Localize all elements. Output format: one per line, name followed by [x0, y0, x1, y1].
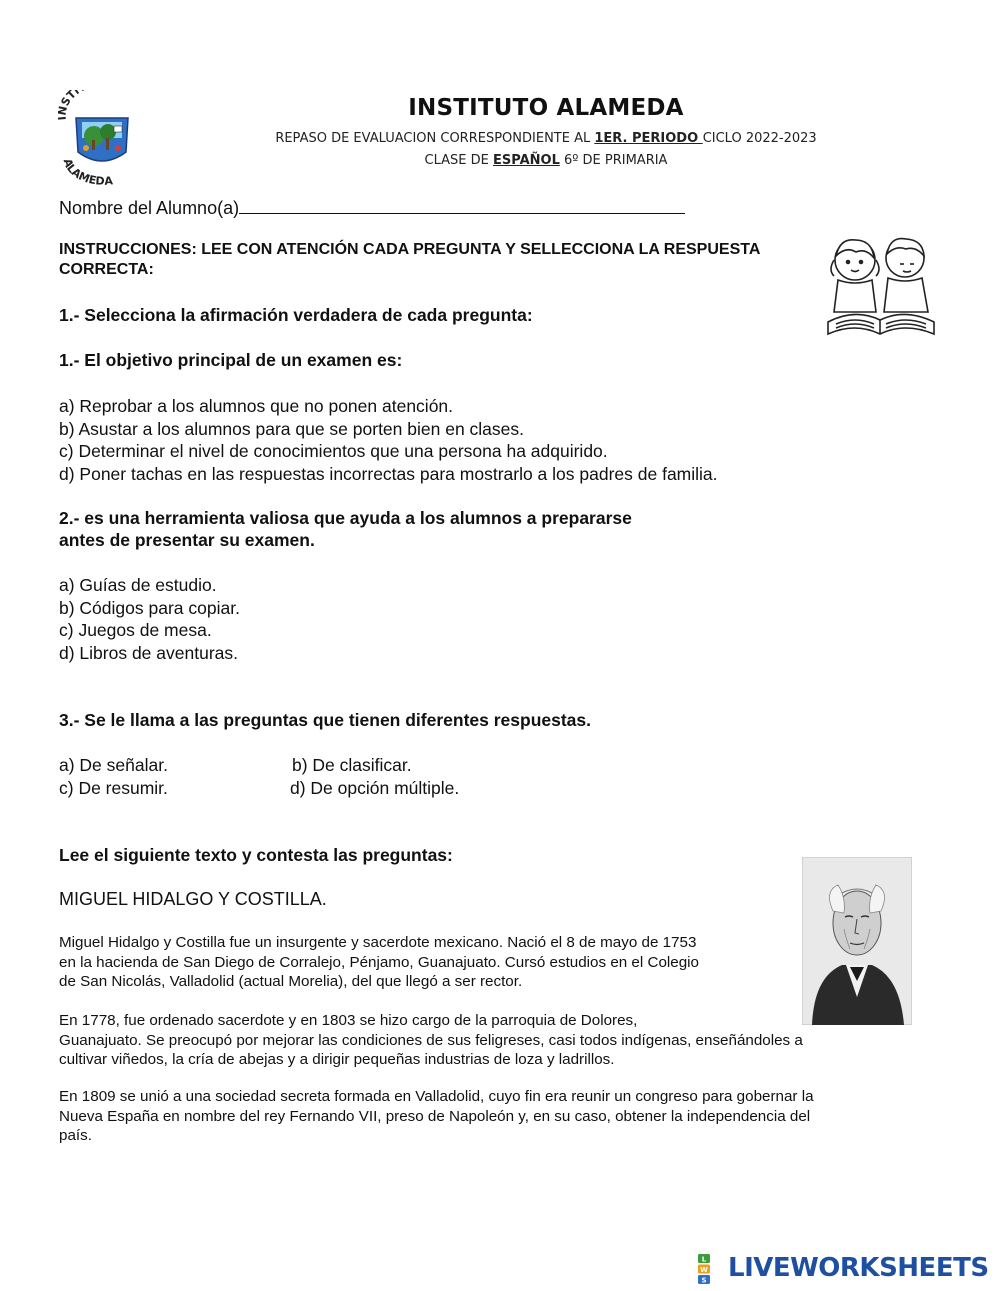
question-2-options [59, 574, 240, 664]
question-1: 1.- El objetivo principal de un examen es: [59, 350, 403, 370]
hidalgo-portrait [802, 857, 912, 1025]
option-q3-b[interactable]: b) De clasificar. [292, 755, 412, 775]
reading-title: MIGUEL HIDALGO Y COSTILLA. [59, 889, 327, 909]
school-title: INSTITUTO ALAMEDA [408, 95, 684, 121]
question-2-line-1: 2.- es una herramienta valiosa que ayuda a los alumnos a prepararse [59, 508, 632, 528]
option-q2-d[interactable]: d) Libros de aventuras. [59, 642, 238, 663]
question-3-options [59, 754, 559, 800]
paragraph-2-line: En 1778, fue ordenado sacerdote y en 1803 se hizo cargo de la parroquia de Dolores, [59, 1012, 638, 1029]
option-q1-c[interactable]: c) Determinar el nivel de conocimientos que una persona ha adquirido. [59, 441, 608, 461]
student-name-field[interactable] [239, 197, 685, 214]
school-logo [58, 90, 148, 186]
option-q1-a[interactable]: a) Reprobar a los alumnos que no ponen atención. [59, 396, 454, 416]
paragraph-2-line: Guanajuato. Se preocupó por mejorar las condiciones de sus feligreses, casi todos indígenas, enseñándoles a [59, 1031, 803, 1049]
question-2 [59, 507, 632, 551]
student-name-row [59, 197, 685, 219]
paragraph-1-line: de San Nicolás, Valladolid (actual Morelia), del que llegó a ser rector. [59, 973, 523, 990]
svg-text:INSTITUTO [58, 90, 113, 121]
subtitle-text: REPASO DE EVALUACION CORRESPONDIENTE AL [275, 131, 595, 146]
option-q2-a[interactable]: a) Guías de estudio. [59, 575, 217, 595]
subtitle-period: 1ER. PERIODO [594, 131, 703, 146]
option-q1-d[interactable]: d) Poner tachas en las respuestas incorrectas para mostrarlo a los padres de familia. [59, 463, 718, 484]
paragraph-3-line: país. [59, 1127, 92, 1144]
option-q1-b[interactable]: b) Asustar a los alumnos para que se porten bien en clases. [59, 418, 524, 439]
question-1-options [59, 395, 718, 485]
question-3: 3.- Se le llama a las preguntas que tienen diferentes respuestas. [59, 710, 592, 730]
liveworksheets-wordmark: LIVEWORKSHEETS [728, 1253, 989, 1283]
logo-letter-w: W [700, 1266, 708, 1274]
question-2-line-2: antes de presentar su examen. [59, 530, 315, 550]
subtitle-cycle: CICLO 2022-2023 [702, 131, 817, 146]
exam-subtitle [246, 131, 846, 146]
class-subtitle [246, 153, 846, 168]
section-1-heading: 1.- Selecciona la afirmación verdadera de cada pregunta: [59, 305, 533, 325]
option-q2-b[interactable]: b) Códigos para copiar. [59, 597, 240, 618]
logo-text-top: STI [58, 90, 82, 109]
reading-heading: Lee el siguiente texto y contesta las preguntas: [59, 845, 453, 865]
class-label: CLASE DE [424, 153, 493, 168]
kids-reading-illustration [820, 230, 940, 345]
option-q2-c[interactable]: c) Juegos de mesa. [59, 620, 212, 640]
class-subject: ESPAÑOL [493, 153, 560, 168]
option-q3-a[interactable]: a) De señalar. [59, 755, 168, 775]
class-grade: 6º DE PRIMARIA [559, 153, 668, 168]
paragraph-1-line: Miguel Hidalgo y Costilla fue un insurgente y sacerdote mexicano. Nació el 8 de mayo de 1753 [59, 934, 697, 951]
option-q3-c[interactable]: c) De resumir. [59, 777, 168, 798]
paragraph-1-line: en la hacienda de San Diego de Corralejo, Pénjamo, Guanajuato. Cursó estudios en el Colegio [59, 953, 699, 971]
logo-letter-s: S [701, 1276, 707, 1284]
student-name-label: Nombre del Alumno(a) [59, 198, 240, 218]
reading-paragraph-3 [59, 1087, 814, 1146]
paragraph-2-line: cultivar viñedos, la cría de abejas y a dirigir pequeñas industrias de loza y ladrillos. [59, 1051, 615, 1068]
paragraph-3-line: Nueva España en nombre del rey Fernando VII, preso de Napoleón y, en su caso, obtener la independencia del [59, 1107, 811, 1125]
reading-paragraph-2 [59, 1011, 803, 1070]
logo-text-bottom: ALAMEDA [60, 156, 114, 186]
liveworksheets-logo-icon [698, 1254, 724, 1284]
logo-letter-l: L [701, 1255, 707, 1264]
instructions: INSTRUCCIONES: LEE CON ATENCIÓN CADA PREGUNTA Y SELLECCIONA LA RESPUESTA CORRECTA: [59, 241, 760, 278]
option-q3-d[interactable]: d) De opción múltiple. [290, 777, 460, 798]
reading-paragraph-1 [59, 933, 699, 992]
paragraph-3-line: En 1809 se unió a una sociedad secreta formada en Valladolid, cuyo fin era reunir un congreso para gobernar la [59, 1088, 814, 1105]
